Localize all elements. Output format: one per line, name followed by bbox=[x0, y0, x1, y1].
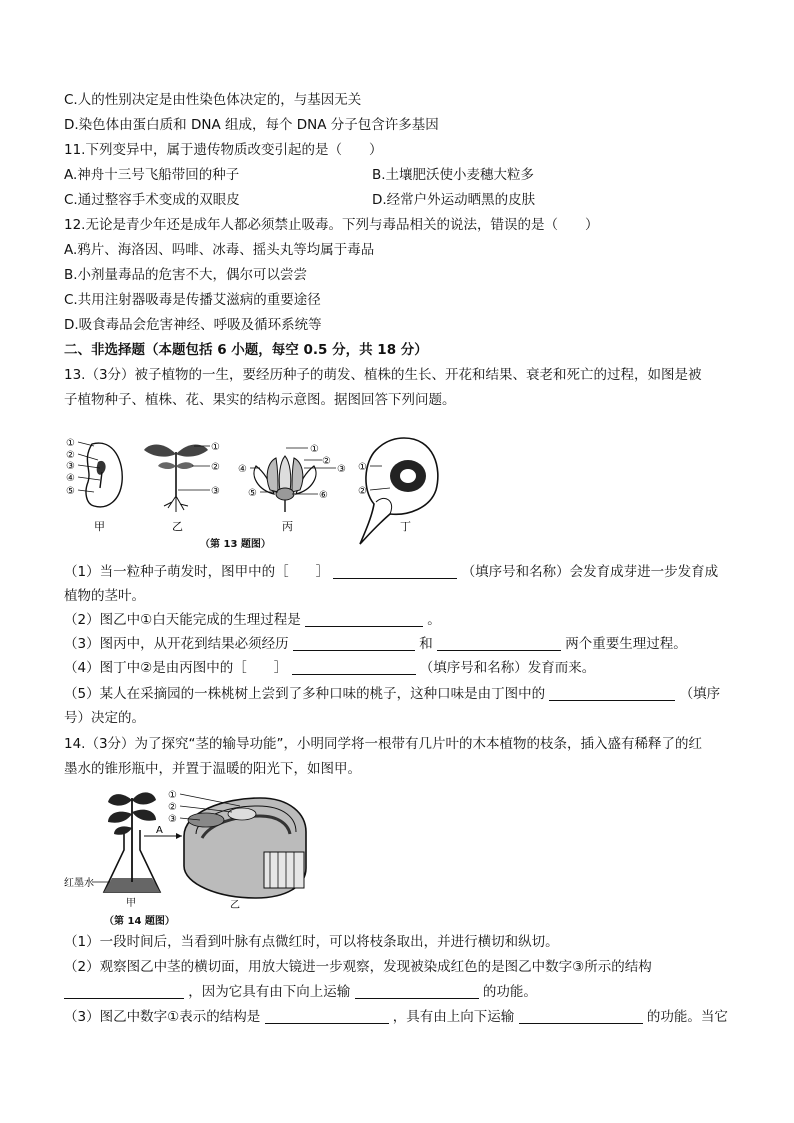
q14-figure bbox=[64, 786, 314, 914]
ding-mark-2: ② bbox=[358, 486, 367, 497]
q10-option-c: C.人的性别决定是由性染色体决定的，与基因无关 bbox=[64, 92, 362, 108]
figure-jia-seed bbox=[66, 438, 122, 533]
yi-mark-3: ③ bbox=[211, 486, 220, 497]
q13-stem-line2: 子植物种子、植株、花、果实的结构示意图。据图回答下列问题。 bbox=[64, 392, 456, 408]
q14-part2-line2 bbox=[64, 983, 537, 1001]
q12-stem: 12.无论是青少年还是成年人都必须禁止吸毒。下列与毒品相关的说法，错误的是（ ） bbox=[64, 217, 599, 233]
yi-mark-1: ① bbox=[211, 442, 220, 453]
q11-option-b: B.土壤肥沃使小麦穗大粒多 bbox=[372, 167, 535, 183]
q14-part3-blank-2[interactable] bbox=[519, 1009, 643, 1024]
bing-mark-2: ② bbox=[322, 456, 331, 467]
q13-part3 bbox=[64, 635, 687, 653]
q11-option-c: C.通过整容手术变成的双眼皮 bbox=[64, 192, 240, 208]
q14-part3-blank-1[interactable] bbox=[265, 1009, 389, 1024]
figure-yi-stem-section bbox=[168, 790, 306, 911]
q14-part2-text-b: ，因为它具有由下向上运输 bbox=[188, 984, 351, 1000]
q11-option-d: D.经常户外运动晒黑的皮肤 bbox=[372, 192, 536, 208]
q11-option-a: A.神舟十三号飞船带回的种子 bbox=[64, 167, 240, 183]
q13-figure-caption: （第 13 题图） bbox=[200, 539, 271, 550]
q14-arrow-label: A bbox=[156, 825, 163, 836]
jia-mark-4: ④ bbox=[66, 473, 75, 484]
label-ding: 丁 bbox=[400, 520, 411, 533]
jia-mark-1: ① bbox=[66, 438, 75, 449]
q13-part4-text-a: （4）图丁中②是由丙图中的［ ］ bbox=[64, 660, 288, 676]
q14-part3-text-a: （3）图乙中数字①表示的结构是 bbox=[64, 1009, 261, 1025]
q13-part1-text-b: （填序号和名称）会发育成芽进一步发育成 bbox=[461, 564, 719, 580]
q13-part4-blank[interactable] bbox=[292, 660, 416, 675]
q14-part3-text-c: 的功能。当它 bbox=[646, 1009, 728, 1025]
q14-figure-caption: （第 14 题图） bbox=[104, 916, 175, 927]
q13-part4-text-b: （填序号和名称）发育而来。 bbox=[419, 660, 596, 676]
q13-part1-line2: 植物的茎叶。 bbox=[64, 588, 145, 604]
q13-part3-text-b: 和 bbox=[419, 636, 433, 652]
q14-part2-blank-2[interactable] bbox=[355, 984, 479, 999]
bing-mark-4: ④ bbox=[238, 464, 247, 475]
q14-label-yi: 乙 bbox=[230, 900, 240, 911]
q14-mark-2: ② bbox=[168, 802, 177, 813]
figure-bing-flower bbox=[238, 444, 346, 533]
q10-option-d: D.染色体由蛋白质和 DNA 组成，每个 DNA 分子包含许多基因 bbox=[64, 117, 439, 133]
jia-mark-5: ⑤ bbox=[66, 486, 75, 497]
yi-mark-2: ② bbox=[211, 462, 220, 473]
section-2-heading: 二、非选择题（本题包括 6 小题，每空 0.5 分，共 18 分） bbox=[64, 342, 428, 358]
q14-part1: （1）一段时间后，当看到叶脉有点微红时，可以将枝条取出，并进行横切和纵切。 bbox=[64, 934, 559, 950]
label-yi: 乙 bbox=[172, 520, 183, 533]
q13-part4 bbox=[64, 659, 595, 677]
q14-part2-line1: （2）观察图乙中茎的横切面，用放大镜进一步观察，发现被染成红色的是图乙中数字③所示的结构 bbox=[64, 959, 652, 975]
label-jia: 甲 bbox=[94, 520, 105, 533]
label-bing: 丙 bbox=[282, 520, 293, 533]
bing-mark-3: ③ bbox=[337, 464, 346, 475]
q13-part2-blank[interactable] bbox=[305, 612, 423, 627]
q14-mark-1: ① bbox=[168, 790, 177, 801]
q13-stem-line1: 13.（3分）被子植物的一生，要经历种子的萌发、植株的生长、开花和结果、衰老和死亡的过程，如图是被 bbox=[64, 367, 702, 383]
q14-label-jia: 甲 bbox=[126, 898, 136, 909]
bing-mark-1: ① bbox=[310, 444, 319, 455]
q13-part5-line1 bbox=[64, 685, 720, 703]
q12-option-c: C.共用注射器吸毒是传播艾滋病的重要途径 bbox=[64, 292, 321, 308]
q13-part3-text-c: 两个重要生理过程。 bbox=[565, 636, 687, 652]
jia-mark-2: ② bbox=[66, 450, 75, 461]
q13-part1-blank[interactable] bbox=[333, 564, 457, 579]
q13-part3-text-a: （3）图丙中，从开花到结果必须经历 bbox=[64, 636, 289, 652]
q13-part1-line1 bbox=[64, 563, 718, 581]
q14-part3 bbox=[64, 1008, 728, 1026]
bing-mark-6: ⑥ bbox=[319, 490, 328, 501]
q13-part3-blank-1[interactable] bbox=[293, 636, 415, 651]
q12-option-d: D.吸食毒品会危害神经、呼吸及循环系统等 bbox=[64, 317, 322, 333]
q13-figure bbox=[64, 432, 444, 550]
q13-part2-text-b: 。 bbox=[427, 612, 441, 628]
figure-jia-flask bbox=[64, 792, 182, 909]
figure-ding-fruit bbox=[358, 438, 438, 544]
q13-part5-blank[interactable] bbox=[549, 686, 675, 701]
q13-part5-line2: 号）决定的。 bbox=[64, 710, 145, 726]
q13-part5-text-a: （5）某人在采摘园的一株桃树上尝到了多种口味的桃子，这种口味是由丁图中的 bbox=[64, 686, 546, 702]
q14-part3-text-b: ，具有由上向下运输 bbox=[392, 1009, 515, 1025]
q13-part2 bbox=[64, 611, 441, 629]
q14-stem-line2: 墨水的锥形瓶中，并置于温暖的阳光下，如图甲。 bbox=[64, 761, 361, 777]
q13-part1-text-a: （1）当一粒种子萌发时，图甲中的［ ］ bbox=[64, 564, 330, 580]
bing-mark-5: ⑤ bbox=[248, 488, 257, 499]
jia-mark-3: ③ bbox=[66, 461, 75, 472]
q14-part2-text-c: 的功能。 bbox=[482, 984, 537, 1000]
q12-option-b: B.小剂量毒品的危害不大，偶尔可以尝尝 bbox=[64, 267, 308, 283]
q11-stem: 11.下列变异中，属于遗传物质改变引起的是（ ） bbox=[64, 142, 383, 158]
q14-ink-label: 红墨水 bbox=[64, 878, 94, 889]
q13-part3-blank-2[interactable] bbox=[437, 636, 561, 651]
q14-stem-line1: 14.（3分）为了探究“茎的输导功能”，小明同学将一根带有几片叶的木本植物的枝条，插入盛有稀释了的红 bbox=[64, 736, 703, 752]
q12-option-a: A.鸦片、海洛因、吗啡、冰毒、摇头丸等均属于毒品 bbox=[64, 242, 375, 258]
q13-part5-text-b: （填序 bbox=[679, 686, 721, 702]
q14-part2-blank-1[interactable] bbox=[64, 984, 184, 999]
ding-mark-1: ① bbox=[358, 462, 367, 473]
figure-yi-plant bbox=[144, 442, 220, 533]
q13-part2-text-a: （2）图乙中①白天能完成的生理过程是 bbox=[64, 612, 301, 628]
q14-mark-3: ③ bbox=[168, 814, 177, 825]
